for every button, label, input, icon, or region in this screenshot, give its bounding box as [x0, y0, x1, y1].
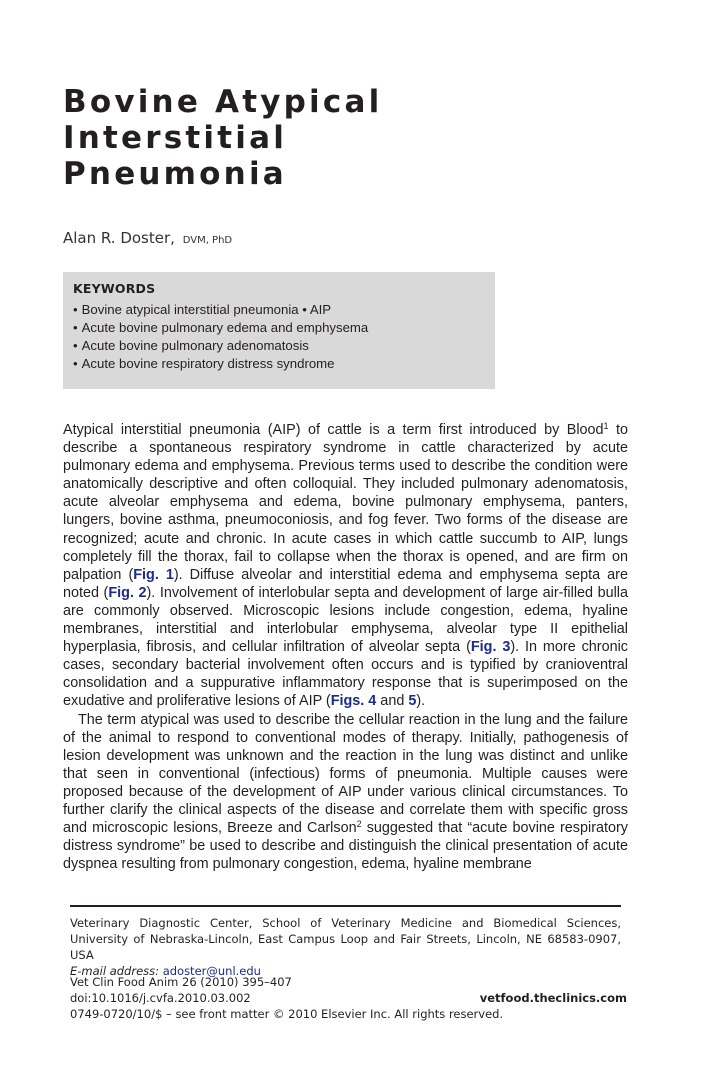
keywords-list — [73, 301, 485, 373]
keyword-item: • Bovine atypical interstitial pneumonia • AIP — [73, 302, 332, 317]
website-link[interactable]: vetfood.theclinics.com — [479, 991, 627, 1005]
reference-superscript[interactable]: 1 — [603, 421, 609, 431]
bullet-icon: • — [73, 302, 78, 317]
keywords-heading: KEYWORDS — [73, 281, 156, 296]
figure-link[interactable]: Fig. 3 — [470, 639, 511, 656]
author-degrees: DVM, PhD — [182, 235, 233, 246]
keyword-item: • Acute bovine respiratory distress syndrome — [73, 356, 335, 371]
title-line: Interstitial — [63, 120, 288, 156]
footer-divider — [70, 905, 621, 907]
reference-superscript[interactable]: 2 — [356, 819, 362, 830]
body-paragraph: The term atypical was used to describe the cellular reaction in the lung and the failure of the animal to respond to conventional modes of therapy. Initially, pathogenesis of lesion development was unknown and the reaction in the lung was distinct and unlike that seen in conventional (infectious) forms of pneumonia. Multiple causes were proposed because of the development of AIP under various clinical circumstances. To further clarify the clinical aspects of the disease and correlate them with specific gross and microscopic lesions, Breeze and Carlson$^2$ suggested that “acute bovine respiratory distress syndrome” be used to describe and distinguish the clinical presentation of acute dyspnea resulting from pulmonary congestion, edema, hyaline membrane — [63, 711, 628, 873]
author-name: Alan R. Doster, — [63, 229, 175, 247]
bullet-icon: • — [73, 320, 78, 335]
citation-line: Vet Clin Food Anim 26 (2010) 395–407 — [70, 975, 292, 989]
author-line — [63, 229, 232, 247]
keyword-item: • Acute bovine pulmonary edema and emphysema — [73, 320, 369, 335]
author-affiliation: Veterinary Diagnostic Center, School of Veterinary Medicine and Biomedical Sciences, University of Nebraska-Lincoln, East Campus Loop and Fair Streets, Lincoln, NE 68583-0907, USA E-mail address: adoster@unl.edu — [70, 916, 621, 978]
body-paragraph: Atypical interstitial pneumonia (AIP) of cattle is a term first introduced by Blood$^1$ to describe a spontaneous respiratory syndrome in cattle characterized by acute pulmonary edema and emphysema. Previous terms used to describe the condition were anatomically descriptive and often colloquial. They included pulmonary adenomatosis, acute alveolar emphysema and edema, bovine pulmonary emphysema, panters, lungers, bovine asthma, pneumoconiosis, and fog fever. Two forms of the disease are recognized; acute and chronic. In acute cases in which cattle succumb to AIP, lungs completely fill the thorax, fail to collapse when the thorax is opened, and are firm on palpation (Fig. 1). Diffuse alveolar and interstitial edema and emphysema septa are noted (Fig. 2). Involvement of interlobular septa and development of large air-filled bulla are commonly observed. Microscopic lesions include congestion, edema, hyaline membranes, interstitial and interlobular emphysema, alveolar type II epithelial hyperplasia, fibrosis, and cellular infiltration of alveolar septa (Fig. 3). In more chronic cases, secondary bacterial involvement often occurs and is typified by cranioventral consolidation and a suppurative inflammatory response that is superimposed on the exudative and proliferative lesions of AIP (Figs. 4 and 5). — [63, 421, 628, 710]
article-title — [63, 84, 382, 192]
title-line: Bovine Atypical — [63, 84, 383, 120]
figure-link[interactable]: 5 — [408, 693, 417, 710]
citation-block — [70, 974, 627, 1022]
doi-link[interactable]: doi:10.1016/j.cvfa.2010.03.002 — [70, 991, 251, 1005]
doi-row — [70, 990, 627, 1006]
title-line: Pneumonia — [63, 156, 287, 192]
article-body — [63, 421, 628, 873]
email-link[interactable]: adoster@unl.edu — [162, 964, 261, 978]
copyright-line: 0749-0720/10/$ – see front matter © 2010 Elsevier Inc. All rights reserved. — [70, 1007, 504, 1021]
email-label: E-mail address: — [70, 964, 160, 978]
figure-link[interactable]: Figs. 4 — [330, 693, 377, 710]
figure-link[interactable]: Fig. 2 — [108, 584, 147, 601]
keyword-item: • Acute bovine pulmonary adenomatosis — [73, 338, 309, 353]
keywords-box — [63, 272, 495, 389]
bullet-icon: • — [73, 338, 78, 353]
figure-link[interactable]: Fig. 1 — [133, 566, 174, 583]
bullet-icon: • — [73, 356, 78, 371]
